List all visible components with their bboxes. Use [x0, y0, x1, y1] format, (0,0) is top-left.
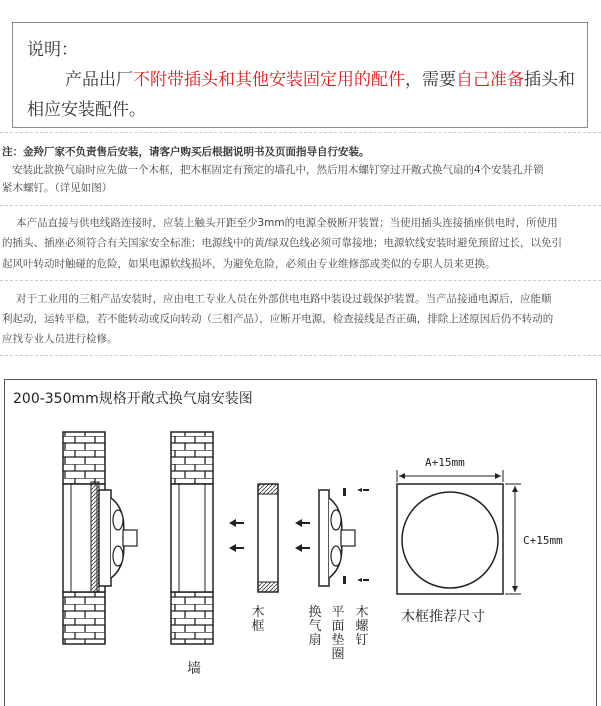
label-screw: 木螺钉	[355, 605, 369, 648]
note-seg5: 插头和	[524, 70, 575, 90]
installation-diagram	[4, 379, 597, 706]
industrial-line2: 利起动，运转平稳，若不能转动或反向转动（三相产品），应断开电源，检查接线是否正确，排除上述原因后仍不转动的	[2, 313, 554, 325]
power-line2: 的插头、插座必须符合有关国家安全标准；电源线中的黄/绿双色线必须可靠接地；电源软线安装时避免预留过长，以免引	[2, 237, 563, 249]
note-seg3: ，需要	[405, 70, 456, 90]
note-title: 说明：	[27, 40, 78, 60]
note-line2: 相应安装配件。	[27, 100, 146, 120]
separator	[0, 280, 601, 281]
frame-size-diagram	[397, 470, 521, 594]
diagram-title: 200-350mm规格开敞式换气扇安装图	[13, 391, 253, 407]
label-fan: 换气扇	[308, 605, 322, 648]
wood-frame-icon	[258, 484, 278, 592]
note-box	[12, 22, 588, 128]
label-washer: 平面垫圈	[331, 605, 345, 662]
fan-icon	[319, 490, 355, 586]
wall-frame	[91, 482, 99, 592]
arrows-left	[229, 519, 244, 552]
label-wall: 墙	[187, 661, 201, 677]
notice-line1: 注：金羚厂家不负责售后安装，请客户购买后根据说明书及页面指导自行安装。	[2, 146, 370, 158]
arrows-middle	[295, 519, 310, 552]
power-line3: 起风叶转动时触碰的危险，如果电源软线损坏，为避免危险，必须由专业维修部或类似的专职人员来更换。	[2, 258, 496, 270]
notice-line3: 紧木螺钉。（详见如图）	[2, 182, 113, 194]
separator	[0, 205, 601, 206]
mounted-fan-icon	[99, 490, 137, 586]
industrial-line1: 对于工业用的三相产品安装时，应由电工专业人员在外部供电电路中装设过载保护装置。当产品接通电源后，应能顺	[16, 293, 552, 305]
separator	[0, 132, 601, 133]
label-frame: 木框	[251, 605, 265, 634]
separator	[0, 355, 601, 356]
diagram-drawing	[5, 380, 596, 706]
note-body	[27, 65, 577, 125]
note-seg1: 产品出厂	[65, 70, 133, 90]
wall-right	[171, 432, 213, 644]
label-recommend-size: 木框推荐尺寸	[401, 609, 485, 625]
dim-width: A+15mm	[425, 456, 465, 469]
power-line1: 本产品直接与供电线路连接时，应装上触头开距至少3mm的电源全极断开装置；当使用插头连接插座供电时，所使用	[16, 217, 558, 229]
note-warning-text: 不附带插头和其他安装固定用的配件	[133, 70, 405, 90]
industrial-line3: 应找专业人员进行检修。	[2, 333, 118, 345]
dim-height: C+15mm	[523, 534, 563, 547]
note-self-prepare: 自己准备	[456, 70, 524, 90]
notice-line2: 安装此款换气扇时应先做一个木框，把木框固定有预定的墙孔中，然后用木螺钉穿过开敞式换气扇的4个安装孔并锁	[12, 164, 544, 176]
